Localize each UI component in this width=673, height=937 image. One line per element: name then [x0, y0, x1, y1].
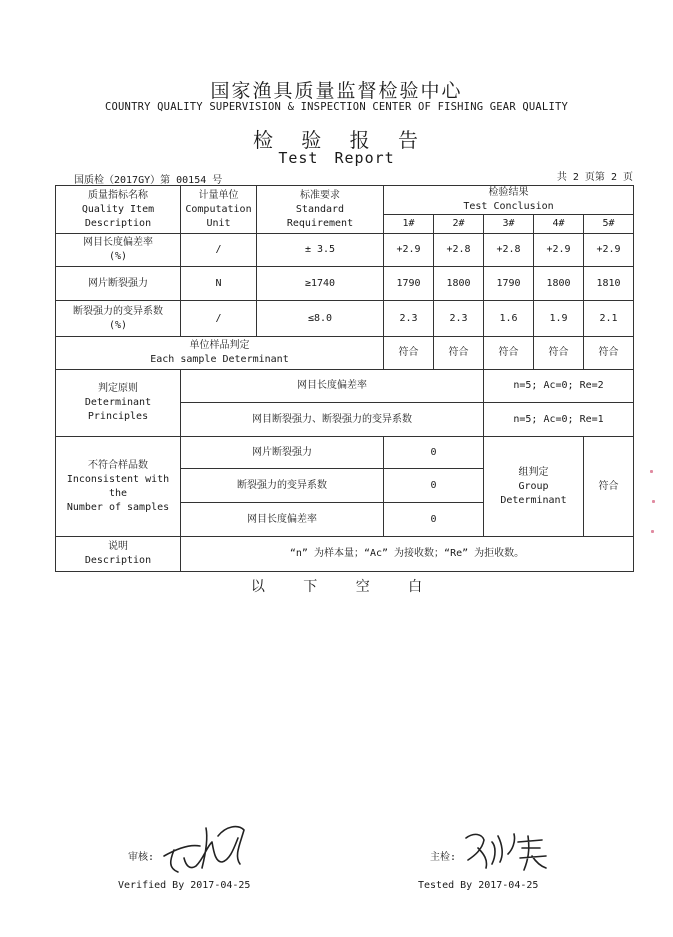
- inconsistent-row: [56, 437, 634, 469]
- blank-below-text: 以 下 空 白: [250, 579, 423, 595]
- principle-row: [56, 370, 634, 403]
- sample-determinant: 符合: [384, 337, 434, 370]
- sample-number: 2#: [434, 215, 484, 234]
- result-value: +2.9: [534, 234, 584, 267]
- report-title-cn: 检 验 报 告: [252, 128, 421, 152]
- item-standard: ± 3.5: [257, 234, 384, 267]
- result-value: +2.9: [584, 234, 634, 267]
- item-unit: N: [181, 267, 257, 301]
- tested-signature: [462, 826, 552, 874]
- principle-label: 判定原则 Determinant Principles: [56, 370, 181, 437]
- item-standard: ≥1740: [257, 267, 384, 301]
- sample-determinant: 符合: [484, 337, 534, 370]
- result-value: 2.1: [584, 301, 634, 337]
- group-result: 符合: [584, 437, 634, 537]
- header-unit: 计量单位 Computation Unit: [181, 186, 257, 234]
- verified-label: 审核:: [128, 852, 155, 863]
- result-value: 1800: [434, 267, 484, 301]
- result-value: +2.8: [484, 234, 534, 267]
- table-row: [56, 267, 634, 301]
- description-label: 说明 Description: [56, 537, 181, 572]
- inconsistent-item: 断裂强力的变异系数: [181, 469, 384, 503]
- item-standard: ≤8.0: [257, 301, 384, 337]
- verified-signature: [160, 818, 255, 876]
- item-name: 断裂强力的变异系数 (%): [56, 301, 181, 337]
- result-value: 2.3: [434, 301, 484, 337]
- result-value: 2.3: [384, 301, 434, 337]
- report-title-en: Test Report: [278, 149, 395, 167]
- header-item: 质量指标名称 Quality Item Description: [56, 186, 181, 234]
- principle-text: 网目长度偏差率: [181, 370, 484, 403]
- scan-mark: [651, 530, 654, 533]
- result-value: 1.6: [484, 301, 534, 337]
- principle-rule: n=5; Ac=0; Re=2: [484, 370, 634, 403]
- header-result: 检验结果 Test Conclusion: [384, 186, 634, 215]
- header-standard: 标准要求 Standard Requirement: [257, 186, 384, 234]
- sample-determinant: 符合: [534, 337, 584, 370]
- org-name-en: COUNTRY QUALITY SUPERVISION & INSPECTION CENTER OF FISHING GEAR QUALITY: [104, 101, 569, 113]
- org-name-cn: 国家渔具质量监督检验中心: [210, 80, 463, 102]
- report-number: 国质检（2017GY）第 00154 号: [74, 175, 223, 186]
- item-unit: /: [181, 301, 257, 337]
- result-value: 1790: [484, 267, 534, 301]
- each-sample-row: [56, 337, 634, 370]
- result-value: 1.9: [534, 301, 584, 337]
- inconsistent-count: 0: [384, 437, 484, 469]
- table-header-row: [56, 186, 634, 215]
- tested-by-date: Tested By 2017-04-25: [418, 880, 539, 891]
- result-value: 1790: [384, 267, 434, 301]
- tested-label: 主检:: [430, 852, 457, 863]
- sample-determinant: 符合: [584, 337, 634, 370]
- sample-number: 1#: [384, 215, 434, 234]
- result-value: +2.8: [434, 234, 484, 267]
- result-value: 1810: [584, 267, 634, 301]
- principle-text: 网目断裂强力、断裂强力的变异系数: [181, 403, 484, 437]
- result-value: +2.9: [384, 234, 434, 267]
- scan-mark: [652, 500, 655, 503]
- item-unit: /: [181, 234, 257, 267]
- inconsistent-count: 0: [384, 469, 484, 503]
- inconsistent-item: 网目长度偏差率: [181, 503, 384, 537]
- item-name: 网目长度偏差率 (%): [56, 234, 181, 267]
- sample-number: 4#: [534, 215, 584, 234]
- group-label: 组判定 Group Determinant: [484, 437, 584, 537]
- inconsistent-item: 网片断裂强力: [181, 437, 384, 469]
- test-report-table: [55, 185, 634, 572]
- scan-mark: [650, 470, 653, 473]
- sample-number: 3#: [484, 215, 534, 234]
- sample-determinant: 符合: [434, 337, 484, 370]
- description-row: [56, 537, 634, 572]
- inconsistent-label: 不符合样品数 Inconsistent with the Number of samples: [56, 437, 181, 537]
- description-text: “n” 为样本量；“Ac” 为接收数；“Re” 为拒收数。: [181, 537, 634, 572]
- table-row: [56, 234, 634, 267]
- verified-by-date: Verified By 2017-04-25: [118, 880, 251, 891]
- result-value: 1800: [534, 267, 584, 301]
- inconsistent-count: 0: [384, 503, 484, 537]
- sample-number: 5#: [584, 215, 634, 234]
- item-name: 网片断裂强力: [56, 267, 181, 301]
- each-sample-label: 单位样品判定 Each sample Determinant: [56, 337, 384, 370]
- principle-rule: n=5; Ac=0; Re=1: [484, 403, 634, 437]
- table-row: [56, 301, 634, 337]
- page-info: 共 2 页第 2 页: [556, 172, 633, 183]
